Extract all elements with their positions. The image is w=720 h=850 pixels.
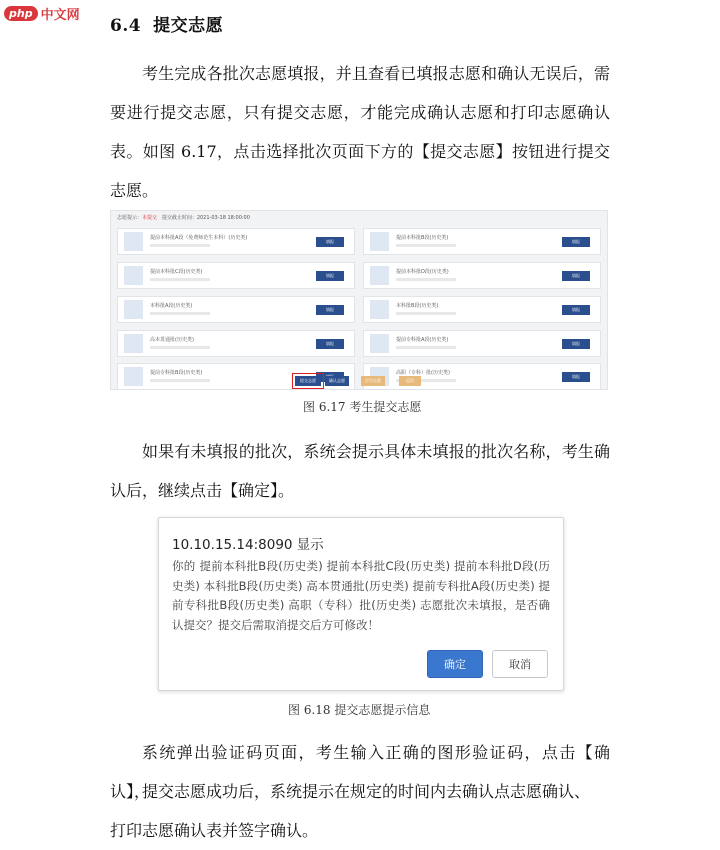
- batch-subline: [396, 312, 456, 315]
- paragraph-3-line-2: 提交志愿成功后，系统提示在规定的时间内去确认点志愿确认、: [142, 782, 591, 801]
- section-number: 6.4: [110, 16, 142, 36]
- section-title: 提交志愿: [153, 16, 224, 36]
- batch-name: 提前本科批C段(历史类): [150, 269, 203, 275]
- batch-name: 提前专科批B段(历史类): [150, 370, 203, 376]
- batch-card-right-4: [363, 330, 601, 357]
- watermark-logo: [4, 4, 80, 23]
- section-heading: [110, 11, 223, 36]
- batch-subline: [396, 346, 456, 349]
- batch-subline: [396, 278, 456, 281]
- fill-button[interactable]: 填报: [562, 237, 590, 247]
- batch-name: 高职（专科）批(历史类): [396, 370, 450, 376]
- batch-thumbnail: [370, 266, 389, 285]
- fill-button[interactable]: 填报: [562, 339, 590, 349]
- submit-volunteer-button[interactable]: 提交志愿: [295, 376, 321, 386]
- print-volunteer-button[interactable]: 打印志愿: [361, 376, 385, 386]
- confirm-dialog: [158, 517, 564, 691]
- batch-subline: [150, 312, 210, 315]
- fill-button[interactable]: 填报: [316, 271, 344, 281]
- batch-card-left-4: [117, 330, 355, 357]
- batch-name: 提前本科批B段(历史类): [396, 235, 449, 241]
- paragraph-3-line-1: 系统弹出验证码页面，考生输入正确的图形验证码，点击【确认】，: [110, 743, 610, 801]
- batch-name: 提前专科批A段(历史类): [396, 337, 449, 343]
- batch-thumbnail: [124, 266, 143, 285]
- cancel-button[interactable]: 取消: [492, 650, 548, 678]
- batch-card-left-1: [117, 228, 355, 255]
- batch-name: 本科批B段(历史类): [396, 303, 439, 309]
- figure-2-caption: 图 6.18 提交志愿提示信息: [288, 703, 431, 717]
- watermark-cn: 中文网: [40, 8, 80, 23]
- fill-button[interactable]: 填报: [562, 372, 590, 382]
- back-button[interactable]: 返回: [399, 376, 421, 386]
- batch-card-right-3: [363, 296, 601, 323]
- paragraph-2: 如果有未填报的批次，系统会提示具体未填报的批次名称，考生确认后，继续点击【确定】。: [110, 442, 610, 500]
- batch-thumbnail: [124, 367, 143, 386]
- batch-subline: [150, 346, 210, 349]
- figure-topbar: 志愿提示：未提交 提交截止时间：2021-03-18 18:00:00: [117, 215, 250, 221]
- batch-name: 提前本科批D段(历史类): [396, 269, 449, 275]
- dialog-message: 你的 提前本科批B段(历史类) 提前本科批C段(历史类) 提前本科批D段(历史类) 本科批B段(历史类) 高本贯通批(历史类) 提前专科批A段(历史类) 提前专科批B段(历史类) 高职（专科）批(历史类) 志愿批次未填报，是否确认提交？提交后需取消提交后方可修改！: [172, 559, 550, 632]
- batch-thumbnail: [370, 334, 389, 353]
- fill-button[interactable]: 填报: [562, 305, 590, 315]
- figure-1-caption: 图 6.17 考生提交志愿: [303, 400, 422, 414]
- batch-card-right-2: [363, 262, 601, 289]
- batch-thumbnail: [124, 232, 143, 251]
- fill-button[interactable]: 填报: [316, 237, 344, 247]
- batch-thumbnail: [370, 300, 389, 319]
- batch-name: 提前本科批A段（免费师范生本科）(历史类): [150, 235, 248, 241]
- batch-subline: [150, 379, 210, 382]
- fill-button[interactable]: 填报: [316, 339, 344, 349]
- batch-thumbnail: [124, 300, 143, 319]
- batch-subline: [150, 244, 210, 247]
- batch-card-right-1: [363, 228, 601, 255]
- paragraph-1: 考生完成各批次志愿填报，并且查看已填报志愿和确认无误后，需要进行提交志愿，只有提交志愿，才能完成确认志愿和打印志愿确认表。如图 6.17，点击选择批次页面下方的【提交志愿】按钮进行提交志愿。: [110, 64, 610, 200]
- fill-button[interactable]: 填报: [316, 305, 344, 315]
- confirm-volunteer-button[interactable]: 确认志愿: [325, 376, 349, 386]
- paragraph-3-line-3: 打印志愿确认表并签字确认。: [110, 821, 319, 840]
- watermark-php: php: [4, 6, 38, 21]
- batch-subline: [396, 244, 456, 247]
- ok-button[interactable]: 确定: [427, 650, 483, 678]
- dialog-title: 10.10.15.14:8090 显示: [172, 537, 324, 553]
- batch-thumbnail: [370, 232, 389, 251]
- batch-subline: [150, 278, 210, 281]
- figure-batch-selection-screenshot: [110, 210, 608, 390]
- batch-card-left-2: [117, 262, 355, 289]
- batch-name: 高本贯通批(历史类): [150, 337, 194, 343]
- batch-thumbnail: [124, 334, 143, 353]
- fill-button[interactable]: 填报: [562, 271, 590, 281]
- batch-card-left-3: [117, 296, 355, 323]
- batch-name: 本科批A段(历史类): [150, 303, 193, 309]
